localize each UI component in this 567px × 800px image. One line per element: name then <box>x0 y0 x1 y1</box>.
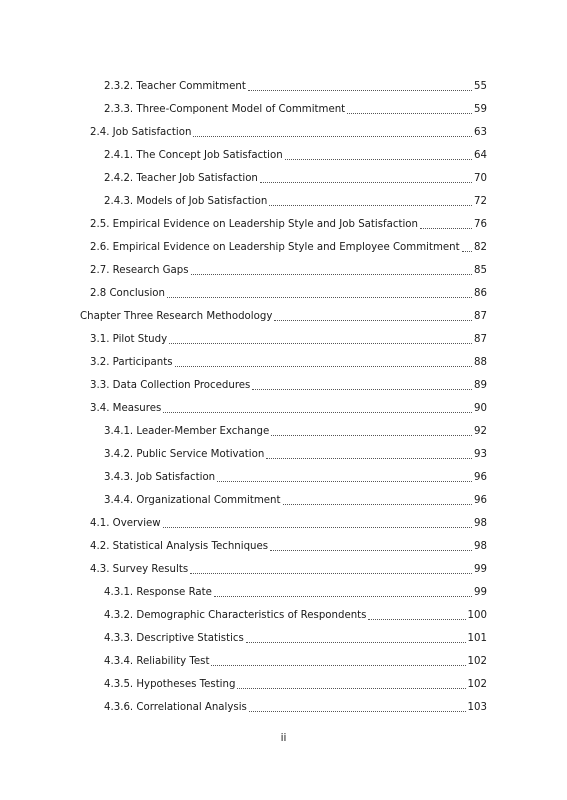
toc-entry-label: 4.3.1. Response Rate <box>104 587 212 598</box>
dot-leader <box>266 458 472 459</box>
toc-entry-page: 99 <box>474 564 487 575</box>
toc-entry[interactable] <box>80 308 487 324</box>
toc-entry-label: 3.4.3. Job Satisfaction <box>104 472 216 483</box>
toc-entry-page: 103 <box>467 702 487 713</box>
toc-entry[interactable] <box>90 285 487 301</box>
toc-entry-page: 64 <box>474 150 487 161</box>
toc-entry-label: 2.4. Job Satisfaction <box>90 127 192 138</box>
dot-leader <box>211 665 465 666</box>
toc-entry[interactable] <box>104 653 487 669</box>
dot-leader <box>169 343 472 344</box>
toc-entry-label: 3.4.4. Organizational Commitment <box>104 495 281 506</box>
toc-entry-page: 101 <box>467 633 487 644</box>
dot-leader <box>167 297 472 298</box>
toc-entry-page: 55 <box>474 81 487 92</box>
dot-leader <box>285 159 472 160</box>
toc-entry[interactable] <box>104 699 487 715</box>
toc-entry-label: 2.3.3. Three-Component Model of Commitment <box>104 104 346 115</box>
toc-entry-label: 3.1. Pilot Study <box>90 334 168 345</box>
dot-leader <box>269 205 472 206</box>
toc-entry[interactable] <box>104 193 487 209</box>
toc-entry[interactable] <box>104 147 487 163</box>
toc-entry-label: 3.4.1. Leader-Member Exchange <box>104 426 270 437</box>
dot-leader <box>163 412 472 413</box>
toc-entry-page: 89 <box>474 380 487 391</box>
toc-entry[interactable] <box>90 124 487 140</box>
toc-entry[interactable] <box>104 676 487 692</box>
toc-entry-page: 92 <box>474 426 487 437</box>
toc-entry-label: 2.4.3. Models of Job Satisfaction <box>104 196 268 207</box>
toc-entry[interactable] <box>90 216 487 232</box>
toc-entry-label: 3.4. Measures <box>90 403 162 414</box>
dot-leader <box>368 619 465 620</box>
toc-entry[interactable] <box>90 331 487 347</box>
toc-entry-label: 4.1. Overview <box>90 518 161 529</box>
toc-entry-label: 4.3.6. Correlational Analysis <box>104 702 247 713</box>
dot-leader <box>347 113 472 114</box>
toc-entry[interactable] <box>104 630 487 646</box>
toc-entry-page: 87 <box>474 334 487 345</box>
toc-entry[interactable] <box>104 469 487 485</box>
toc-entry-page: 72 <box>474 196 487 207</box>
dot-leader <box>420 228 472 229</box>
toc-entry[interactable] <box>90 354 487 370</box>
toc-entry-page: 96 <box>474 495 487 506</box>
toc-entry[interactable] <box>104 446 487 462</box>
toc-entry-page: 88 <box>474 357 487 368</box>
toc-entry-label: 3.3. Data Collection Procedures <box>90 380 251 391</box>
toc-entry-label: 2.4.2. Teacher Job Satisfaction <box>104 173 258 184</box>
toc-entry[interactable] <box>90 515 487 531</box>
toc-entry-label: 2.8 Conclusion <box>90 288 165 299</box>
dot-leader <box>175 366 473 367</box>
toc-entry-page: 87 <box>474 311 487 322</box>
toc-entry[interactable] <box>90 239 487 255</box>
toc-entry-label: 2.7. Research Gaps <box>90 265 189 276</box>
toc-entry-label: 4.3.3. Descriptive Statistics <box>104 633 244 644</box>
toc-entry-label: 4.2. Statistical Analysis Techniques <box>90 541 269 552</box>
toc-entry-page: 102 <box>467 656 487 667</box>
toc-entry-page: 63 <box>474 127 487 138</box>
toc-entry-label: 4.3.2. Demographic Characteristics of Respondents <box>104 610 367 621</box>
dot-leader <box>248 90 472 91</box>
toc-entry-page: 90 <box>474 403 487 414</box>
toc-entry-label: 2.3.2. Teacher Commitment <box>104 81 246 92</box>
toc-entry-page: 76 <box>474 219 487 230</box>
toc-entry-label: 2.6. Empirical Evidence on Leadership Style and Employee Commitment <box>90 242 460 253</box>
toc-entry-label: 3.4.2. Public Service Motivation <box>104 449 265 460</box>
toc-entry-page: 100 <box>467 610 487 621</box>
toc-entry[interactable] <box>104 101 487 117</box>
toc-entry[interactable] <box>90 561 487 577</box>
toc-entry-label: 4.3.5. Hypotheses Testing <box>104 679 236 690</box>
dot-leader <box>217 481 472 482</box>
toc-entry-page: 82 <box>474 242 487 253</box>
dot-leader <box>249 711 466 712</box>
dot-leader <box>274 320 472 321</box>
toc-entry[interactable] <box>104 607 487 623</box>
dot-leader <box>214 596 472 597</box>
toc-entry-label: 4.3. Survey Results <box>90 564 189 575</box>
toc-entry-page: 98 <box>474 518 487 529</box>
dot-leader <box>260 182 472 183</box>
toc-entry[interactable] <box>90 538 487 554</box>
dot-leader <box>191 274 472 275</box>
toc-entry[interactable] <box>104 423 487 439</box>
dot-leader <box>190 573 472 574</box>
toc-entry[interactable] <box>90 400 487 416</box>
dot-leader <box>246 642 466 643</box>
toc-entry[interactable] <box>90 262 487 278</box>
toc-entry-page: 99 <box>474 587 487 598</box>
toc-entry[interactable] <box>104 584 487 600</box>
toc-entry-page: 86 <box>474 288 487 299</box>
page-number: ii <box>280 732 287 744</box>
toc-entry-page: 70 <box>474 173 487 184</box>
toc-entry-page: 98 <box>474 541 487 552</box>
toc-entry[interactable] <box>104 492 487 508</box>
dot-leader <box>193 136 472 137</box>
toc-entry-label: 4.3.4. Reliability Test <box>104 656 210 667</box>
dot-leader <box>462 251 472 252</box>
dot-leader <box>283 504 473 505</box>
toc-entry[interactable] <box>104 78 487 94</box>
toc-entry-page: 85 <box>474 265 487 276</box>
toc-entry-page: 102 <box>467 679 487 690</box>
toc-entry-page: 93 <box>474 449 487 460</box>
toc-entry-label: 2.5. Empirical Evidence on Leadership Style and Job Satisfaction <box>90 219 418 230</box>
toc-entry[interactable] <box>104 170 487 186</box>
toc-entry-label: Chapter Three Research Methodology <box>80 311 273 322</box>
toc-entry-label: 3.2. Participants <box>90 357 173 368</box>
toc-entry[interactable] <box>90 377 487 393</box>
dot-leader <box>237 688 465 689</box>
toc-entry-label: 2.4.1. The Concept Job Satisfaction <box>104 150 283 161</box>
dot-leader <box>270 550 472 551</box>
dot-leader <box>252 389 472 390</box>
toc-entry-page: 96 <box>474 472 487 483</box>
dot-leader <box>271 435 472 436</box>
toc-entry-page: 59 <box>474 104 487 115</box>
dot-leader <box>163 527 472 528</box>
